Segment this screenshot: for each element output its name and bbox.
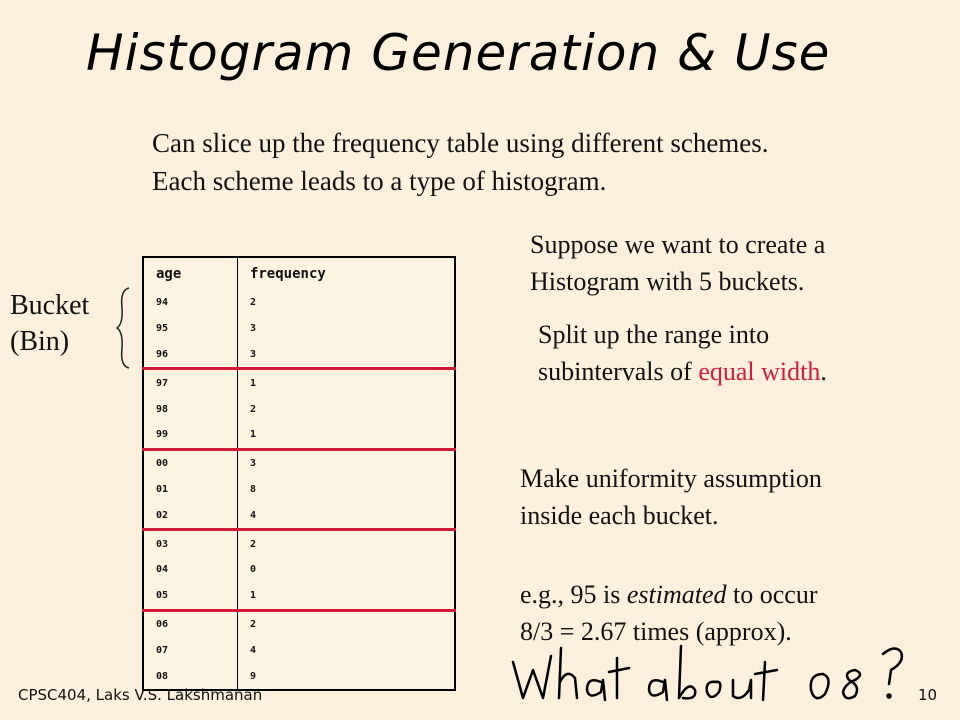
intro-line-2: Each scheme leads to a type of histogram.: [152, 166, 607, 196]
table-row: [143, 396, 455, 422]
handwriting-t2: [755, 662, 777, 700]
handwriting-u: [733, 680, 751, 698]
suppose-line-1: Suppose we want to create a: [530, 230, 826, 259]
table-row: [143, 290, 455, 316]
age-cell: 96: [143, 342, 237, 369]
age-cell: 07: [143, 637, 237, 663]
example-text: [520, 576, 818, 650]
footer-author: CPSC404, Laks V.S. Lakshmanan: [18, 686, 263, 704]
age-cell: 95: [143, 316, 237, 342]
table-row: [143, 610, 455, 637]
age-cell: 01: [143, 477, 237, 503]
uniformity-text: [520, 460, 822, 534]
table-row: [143, 637, 455, 663]
age-cell: 06: [143, 610, 237, 637]
handwriting-8: [843, 670, 860, 698]
handwritten-note: [505, 640, 915, 704]
age-cell: 98: [143, 396, 237, 422]
estimated-emphasis: estimated: [626, 580, 727, 609]
frequency-cell: 2: [237, 290, 455, 316]
split-line-1: Split up the range into: [538, 320, 770, 349]
example-line-1-suffix: to occur: [726, 580, 818, 609]
handwriting-w: [513, 656, 551, 698]
table-row: [143, 477, 455, 503]
age-cell: 03: [143, 530, 237, 557]
frequency-cell: 4: [237, 502, 455, 529]
example-line-1: [520, 576, 818, 613]
header-frequency: frequency: [237, 257, 455, 290]
suppose-line-2: Histogram with 5 buckets.: [530, 267, 805, 296]
table-row: [143, 530, 455, 557]
handwriting-b: [679, 646, 695, 698]
split-text: [538, 316, 827, 390]
frequency-cell: 3: [237, 316, 455, 342]
intro-text: [152, 124, 769, 200]
uniformity-line-1: Make uniformity assumption: [520, 464, 822, 493]
age-cell: 94: [143, 290, 237, 316]
table-row: [143, 502, 455, 529]
bucket-label-line-1: Bucket: [10, 290, 90, 321]
age-cell: 05: [143, 583, 237, 610]
intro-line-1: Can slice up the frequency table using different schemes.: [152, 128, 769, 158]
example-line-1-prefix: e.g., 95 is: [520, 580, 627, 609]
frequency-cell: 2: [237, 530, 455, 557]
table-header-row: [143, 257, 455, 290]
split-line-2-suffix: .: [820, 357, 827, 386]
table-row: [143, 422, 455, 449]
slide-title: Histogram Generation & Use: [86, 24, 831, 82]
page-number: 10: [918, 686, 938, 704]
table-row: [143, 316, 455, 342]
frequency-cell: 1: [237, 369, 455, 396]
handwriting-h: [559, 648, 577, 698]
age-cell: 04: [143, 557, 237, 583]
table-row: [143, 583, 455, 610]
table-row: [143, 369, 455, 396]
frequency-cell: 9: [237, 663, 455, 690]
table-row: [143, 342, 455, 369]
age-cell: 02: [143, 502, 237, 529]
handwriting-question-dot: [888, 695, 891, 698]
suppose-text: [530, 226, 825, 300]
frequency-cell: 0: [237, 557, 455, 583]
frequency-cell: 8: [237, 477, 455, 503]
handwriting-question: [883, 648, 902, 684]
frequency-cell: 1: [237, 583, 455, 610]
frequency-cell: 1: [237, 422, 455, 449]
handwriting-a: [587, 680, 605, 700]
split-line-2: [538, 353, 827, 390]
frequency-cell: 3: [237, 449, 455, 476]
age-cell: 97: [143, 369, 237, 396]
header-age: age: [143, 257, 237, 290]
table-row: [143, 557, 455, 583]
uniformity-line-2: inside each bucket.: [520, 501, 719, 530]
handwriting-a2: [649, 680, 667, 700]
frequency-cell: 3: [237, 342, 455, 369]
handwriting-o: [707, 682, 721, 697]
age-cell: 08: [143, 663, 237, 690]
table-row: [143, 449, 455, 476]
example-line-2: 8/3 = 2.67 times (approx).: [520, 617, 792, 646]
frequency-cell: 2: [237, 396, 455, 422]
bucket-label-line-2: (Bin): [10, 326, 70, 357]
frequency-cell: 2: [237, 610, 455, 637]
split-line-2-prefix: subintervals of: [538, 357, 699, 386]
age-cell: 00: [143, 449, 237, 476]
handwriting-0: [811, 674, 829, 698]
bucket-brace-icon: [116, 286, 132, 370]
bucket-label: [10, 288, 89, 360]
age-cell: 99: [143, 422, 237, 449]
frequency-table: [142, 256, 456, 691]
frequency-cell: 4: [237, 637, 455, 663]
handwriting-t: [609, 658, 629, 698]
equal-width-emphasis: equal width: [698, 357, 821, 386]
